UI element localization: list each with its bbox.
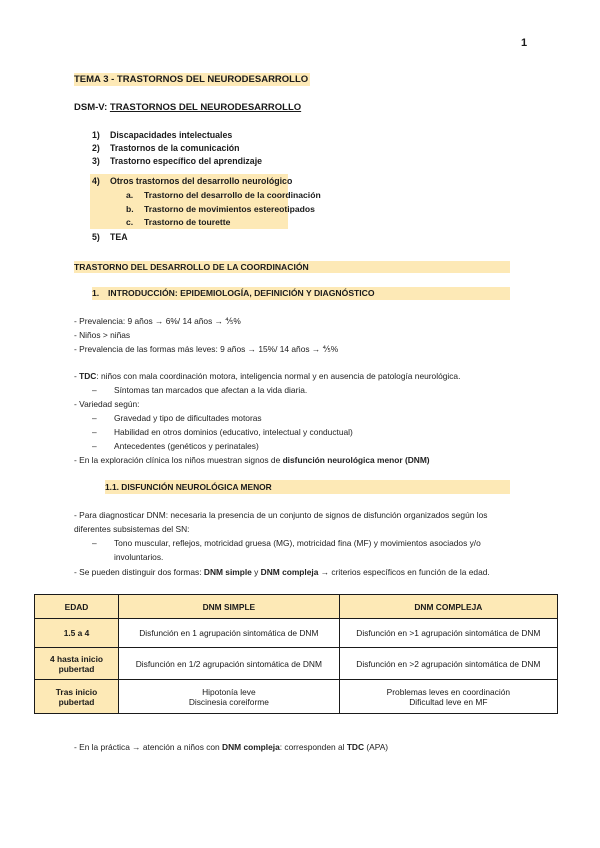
variedad-item: – Antecedentes (genéticos y perinatales) [92,441,259,451]
cell-simple: Disfunción en 1/2 agrupación sintomática de DNM [119,648,340,680]
table-header-edad: EDAD [35,595,119,619]
item-label: Discapacidades intelectuales [110,130,233,140]
epidemiology-line: - Prevalencia: 9 años → 6%/ 14 años → ⅘% [74,316,241,326]
cell-edad: Tras inicio pubertad [35,680,119,714]
cell-compleja: Disfunción en >2 agrupación sintomática de DNM [339,648,557,680]
formas-term-compleja: DNM compleja [260,567,319,577]
item-number: 1) [92,130,100,140]
table-row [35,680,558,714]
formas-prefix: - Se pueden distinguir dos formas: [74,567,204,577]
diagnostico-line: diferentes subsistemas del SN: [74,524,190,534]
item-label: TEA [110,232,128,242]
item-number: c. [126,217,134,227]
tdc-definition [74,369,460,383]
table-header-row [35,595,558,619]
item-label: Trastorno del desarrollo de la coordinación [144,190,321,200]
epidemiology-line: - Niños > niñas [74,330,131,340]
disorder-item-1 [92,129,232,142]
tdc-term: TDC [79,371,97,381]
diagnostico-bullet-cont: involuntarios. [114,552,164,562]
dsm-label: TRASTORNOS DEL NEURODESARROLLO [109,102,302,113]
subdisorder-item-b [126,203,315,217]
item-label: Trastorno de movimientos estereotipados [144,204,315,214]
item-label: Trastorno de tourette [144,217,231,227]
formas-suffix: → criterios específicos en función de la edad. [318,567,490,577]
exploracion-text: - En la exploración clínica los niños muestran signos de [74,455,283,465]
epidemiology-line: - Prevalencia de las formas más leves: 9 años → 15%/ 14 años → ⅘% [74,344,339,354]
item-number: a. [126,190,134,200]
cell-compleja: Disfunción en >1 agrupación sintomática de DNM [339,619,557,648]
bullet-text: Gravedad y tipo de dificultades motoras [114,413,262,423]
subsection-heading-2: 1.1. DISFUNCIÓN NEUROLÓGICA MENOR [105,480,510,494]
item-label: Otros trastornos del desarrollo neurológico [110,176,293,186]
variedad-item: – Gravedad y tipo de dificultades motoras [92,413,262,423]
section-heading: TRASTORNO DEL DESARROLLO DE LA COORDINACIÓN [74,261,510,273]
subsection-number: 1. [92,288,100,298]
formas-term-simple: DNM simple [203,567,252,577]
formas-mid: y [251,567,261,577]
formas-line [74,565,490,579]
table-header-compleja: DNM COMPLEJA [339,595,557,619]
cell-simple: Disfunción en 1 agrupación sintomática de DNM [119,619,340,648]
tdc-prefix: - [74,371,80,381]
disorder-item-2 [92,142,240,155]
dsm-heading [74,102,301,113]
practica-term-tdc: TDC [346,742,365,752]
subsection-label: INTRODUCCIÓN: EPIDEMIOLOGÍA, DEFINICIÓN Y DIAGNÓSTICO [108,288,375,298]
bullet-text: Síntomas tan marcados que afectan a la vida diaria. [114,385,308,395]
bullet-text: Antecedentes (genéticos y perinatales) [114,441,259,451]
item-number: b. [126,204,134,214]
practica-term-compleja: DNM compleja [222,742,280,752]
variedad-item: – Habilidad en otros dominios (educativo, intelectual y conductual) [92,427,353,437]
practica-suffix: (APA) [364,742,389,752]
item-number: 3) [92,156,100,166]
bullet-text: Tono muscular, reflejos, motricidad gruesa (MG), motricidad fina (MF) y movimientos asociados y/o [114,538,481,548]
cell-compleja: Problemas leves en coordinación Dificultad leve en MF [339,680,557,714]
practica-mid: : corresponden al [279,742,347,752]
item-number: 5) [92,232,100,242]
table-header-simple: DNM SIMPLE [119,595,340,619]
item-label: Trastornos de la comunicación [110,143,240,153]
dsm-prefix: DSM-V: [74,102,108,113]
table-row [35,648,558,680]
cell-edad: 1.5 a 4 [35,619,119,648]
exploracion-line [74,453,430,467]
exploracion-term: disfunción neurológica menor (DNM) [282,455,430,465]
subdisorder-item-c [126,216,230,230]
tdc-bullet: – Síntomas tan marcados que afectan a la vida diaria. [92,385,308,395]
bullet-text: Habilidad en otros dominios (educativo, intelectual y conductual) [114,427,353,437]
practica-prefix: - En la práctica → atención a niños con [74,742,223,752]
item-label: Trastorno específico del aprendizaje [110,156,263,166]
practica-line [74,740,388,754]
diagnostico-bullet: – Tono muscular, reflejos, motricidad gruesa (MG), motricidad fina (MF) y movimientos asociados y/o [92,538,481,548]
disorder-item-5 [92,231,128,244]
diagnostico-line: - Para diagnosticar DNM: necesaria la presencia de un conjunto de signos de disfunción organizados según los [74,510,488,520]
item-number: 2) [92,143,100,153]
page-number: 1 [521,37,528,49]
subdisorder-item-a [126,189,321,203]
disorder-item-4 [92,175,292,188]
tdc-text: : niños con mala coordinación motora, inteligencia normal y en ausencia de patología neurológica. [96,371,461,381]
item-number: 4) [92,176,100,186]
variedad-label: - Variedad según: [74,399,140,409]
disorder-item-3 [92,155,262,168]
cell-edad: 4 hasta inicio pubertad [35,648,119,680]
dnm-table [34,594,558,714]
subsection-heading-1 [92,287,510,300]
table-row [35,619,558,648]
cell-simple: Hipotonía leve Discinesia coreiforme [119,680,340,714]
document-title: TEMA 3 - TRASTORNOS DEL NEURODESARROLLO [74,74,309,85]
